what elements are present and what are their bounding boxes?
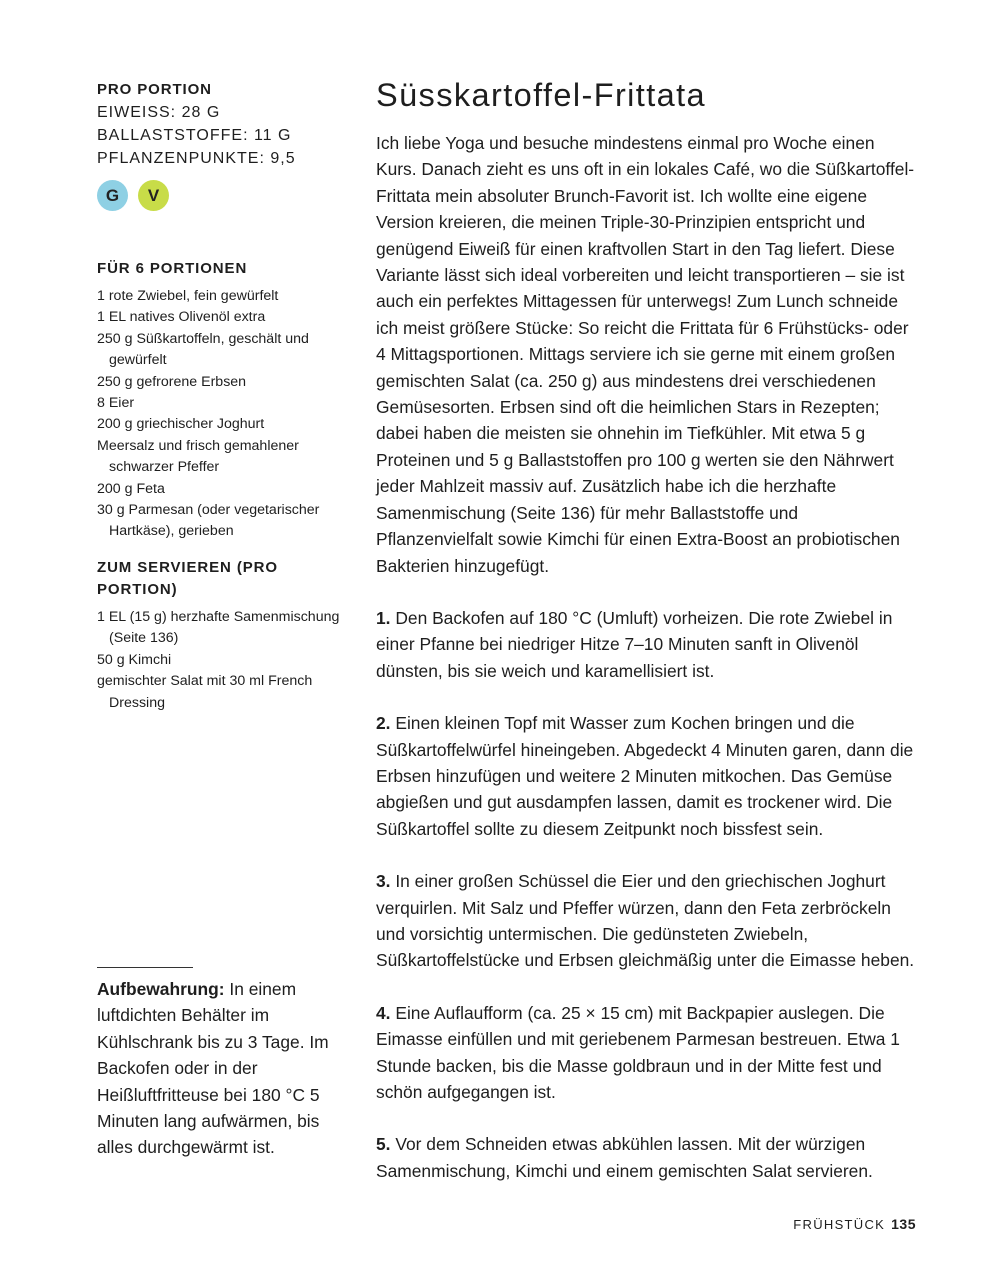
step-text: In einer großen Schüssel die Eier und den griechischen Joghurt verquirlen. Mit Salz und Pfeffer würzen, dann den Feta zerbröckeln und vorsichtig untermischen. Die gedünsteten Zwiebeln, Süßkartoffelstücke und Erbsen gleichmäßig unter die Eimasse heben. [376, 871, 915, 971]
step-number: 5. [376, 1134, 391, 1155]
diet-badges [97, 180, 359, 211]
recipe-step [376, 1000, 916, 1106]
storage-note [97, 976, 352, 1161]
gluten-free-badge-icon: G [97, 180, 128, 211]
step-number: 4. [376, 1002, 391, 1023]
nutrition-protein: EIWEISS: 28 G [97, 104, 221, 121]
step-number: 1. [376, 607, 391, 628]
ingredients-section [97, 258, 359, 543]
list-item: 8 Eier [97, 395, 135, 412]
recipe-main [376, 74, 916, 1184]
vegetarian-badge-icon: V [138, 180, 169, 211]
list-item: 250 g Süßkartoffeln, geschält und gewürfelt [97, 330, 309, 369]
list-item: 200 g griechischer Joghurt [97, 416, 265, 433]
nutrition-heading: PRO PORTION [97, 81, 212, 98]
storage-text: In einem luftdichten Behälter im Kühlschrank bis zu 3 Tage. Im Backofen oder in der Heißluftfritteuse bei 180 °C 5 Minuten lang aufwärmen, bis alles durchgewärmt ist. [97, 979, 329, 1158]
page-footer [793, 1216, 916, 1232]
list-item: Meersalz und frisch gemahlener schwarzer Pfeffer [97, 437, 299, 476]
list-item: 1 EL (15 g) herzhafte Samenmischung (Seite 136) [97, 609, 340, 647]
storage-label: Aufbewahrung: [97, 979, 225, 999]
list-item: gemischter Salat mit 30 ml French Dressing [97, 673, 313, 711]
ingredients-heading: FÜR 6 PORTIONEN [97, 260, 248, 277]
storage-divider [97, 967, 193, 968]
serving-list [97, 607, 359, 714]
step-number: 2. [376, 713, 391, 734]
recipe-step [376, 605, 916, 684]
page-number: 135 [891, 1216, 916, 1232]
list-item: 1 rote Zwiebel, fein gewürfelt [97, 288, 279, 304]
step-text: Eine Auflaufform (ca. 25 × 15 cm) mit Backpapier auslegen. Die Eimasse einfüllen und mit geriebenem Parmesan bestreuen. Etwa 1 Stunde backen, bis die Masse goldbraun und in der Mitte fest und schön aufgegangen ist. [376, 1002, 900, 1102]
list-item: 200 g Feta [97, 480, 165, 497]
nutrition-fiber: BALLASTSTOFFE: 11 G [97, 127, 292, 144]
recipe-intro: Ich liebe Yoga und besuche mindestens einmal pro Woche einen Kurs. Danach zieht es uns oft in ein lokales Café, wo die Süßkartoffel-Frittata mein absoluter Brunch-Favorit ist. Ich wollte eine eigene Version kreieren, die meinen Triple-30-Prinzipien entspricht und genügend Eiweiß für einen kraftvollen Start in den Tag liefert. Diese Variante lässt sich ideal vorbereiten und leicht transportieren – sie ist auch ein perfektes Mittagessen für unterwegs! Zum Lunch schneide ich meist größere Stücke: So reicht die Frittata für 6 Frühstücks- oder 4 Mittagsportionen. Mittags serviere ich sie gerne mit einem großen gemischten Salat (ca. 250 g) aus mindestens drei verschiedenen Gemüsesorten. Erbsen sind oft die heimlichen Stars in Rezepten; dabei haben die meisten sie ohnehin im Tiefkühler. Mit etwa 5 g Proteinen und 5 g Ballaststoffen pro 100 g werten sie den Nährwert jeder Mahlzeit massiv auf. Zusätzlich habe ich die herzhafte Samenmischung (Seite 136) für mehr Ballaststoffe und Pflanzenvielfalt sowie Kimchi für einen Extra-Boost an probiotischen Bakterien hinzugefügt. [376, 133, 915, 576]
step-text: Den Backofen auf 180 °C (Umluft) vorheizen. Die rote Zwiebel in einer Pfanne bei niedriger Hitze 7–10 Minuten sanft in Olivenöl dünsten, bis sie weich und karamellisiert ist. [376, 607, 893, 681]
recipe-title: Süsskartoffel-Frittata [376, 77, 707, 113]
ingredients-list [97, 286, 359, 543]
list-item: 1 EL natives Olivenöl extra [97, 309, 266, 326]
list-item: 50 g Kimchi [97, 651, 172, 668]
recipe-step [376, 868, 916, 974]
footer-section: FRÜHSTÜCK [793, 1217, 886, 1232]
recipe-step [376, 710, 916, 842]
step-number: 3. [376, 871, 391, 892]
serving-section [97, 557, 359, 714]
list-item: 30 g Parmesan (oder vegetarischer Hartkäse), gerieben [97, 502, 320, 540]
nutrition-plant-points: PFLANZENPUNKTE: 9,5 [97, 150, 296, 167]
nutrition-box [97, 79, 359, 211]
step-text: Vor dem Schneiden etwas abkühlen lassen. Mit der würzigen Samenmischung, Kimchi und einem gemischten Salat servieren. [376, 1134, 873, 1181]
list-item: 250 g gefrorene Erbsen [97, 373, 247, 390]
serving-heading: ZUM SERVIEREN (PRO PORTION) [97, 559, 278, 598]
step-text: Einen kleinen Topf mit Wasser zum Kochen bringen und die Süßkartoffelwürfel hineingeben. Abgedeckt 4 Minuten garen, dann die Erbsen hinzufügen und weitere 2 Minuten mitkochen. Das Gemüse abgießen und gut ausdampfen lassen, damit es trockener wird. Die Süßkartoffel sollte zu diesem Zeitpunkt noch bissfest sein. [376, 713, 914, 839]
recipe-step [376, 1131, 916, 1184]
